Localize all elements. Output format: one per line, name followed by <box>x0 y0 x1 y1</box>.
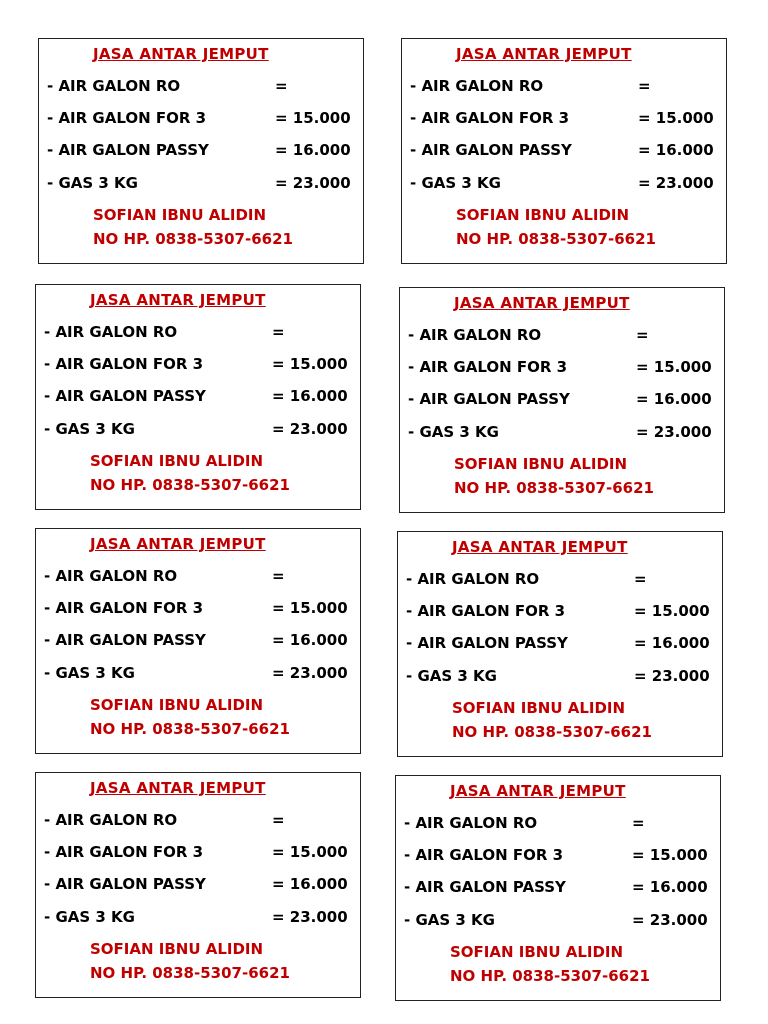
price-card-8 <box>395 775 721 1001</box>
item-name: - AIR GALON PASSY <box>47 141 209 159</box>
item-price: = <box>638 77 651 95</box>
item-name: - GAS 3 KG <box>406 667 497 685</box>
card-title: JASA ANTAR JEMPUT <box>93 45 269 63</box>
contact-name: SOFIAN IBNU ALIDIN <box>454 455 628 473</box>
item-price: = <box>272 811 285 829</box>
contact-phone: NO HP. 0838-5307-6621 <box>452 723 652 741</box>
item-name: - AIR GALON RO <box>47 77 181 95</box>
item-price: = <box>272 567 285 585</box>
item-name: - GAS 3 KG <box>408 423 499 441</box>
contact-phone: NO HP. 0838-5307-6621 <box>450 967 650 985</box>
contact-name: SOFIAN IBNU ALIDIN <box>90 452 264 470</box>
item-price: = <box>636 326 649 344</box>
item-price: = 16.000 <box>272 387 348 405</box>
card-title: JASA ANTAR JEMPUT <box>90 779 266 797</box>
contact-name: SOFIAN IBNU ALIDIN <box>456 206 630 224</box>
item-name: - AIR GALON FOR 3 <box>44 355 204 373</box>
item-price: = 16.000 <box>634 634 710 652</box>
item-name: - AIR GALON FOR 3 <box>47 109 207 127</box>
item-price: = 15.000 <box>272 355 348 373</box>
item-name: - AIR GALON RO <box>44 811 178 829</box>
item-price: = 15.000 <box>275 109 351 127</box>
item-name: - AIR GALON PASSY <box>44 631 206 649</box>
contact-name: SOFIAN IBNU ALIDIN <box>452 699 626 717</box>
item-price: = 23.000 <box>632 911 708 929</box>
item-name: - AIR GALON RO <box>406 570 540 588</box>
card-title: JASA ANTAR JEMPUT <box>90 535 266 553</box>
item-name: - GAS 3 KG <box>44 420 135 438</box>
item-price: = 16.000 <box>638 141 714 159</box>
item-name: - AIR GALON RO <box>410 77 544 95</box>
contact-phone: NO HP. 0838-5307-6621 <box>90 476 290 494</box>
item-price: = 15.000 <box>634 602 710 620</box>
price-card-5 <box>35 528 361 754</box>
item-price: = 15.000 <box>636 358 712 376</box>
contact-name: SOFIAN IBNU ALIDIN <box>93 206 267 224</box>
card-title: JASA ANTAR JEMPUT <box>452 538 628 556</box>
item-name: - AIR GALON RO <box>44 567 178 585</box>
item-price: = 16.000 <box>272 631 348 649</box>
item-price: = 23.000 <box>636 423 712 441</box>
item-name: - AIR GALON PASSY <box>404 878 566 896</box>
contact-name: SOFIAN IBNU ALIDIN <box>450 943 624 961</box>
contact-phone: NO HP. 0838-5307-6621 <box>90 964 290 982</box>
item-price: = 16.000 <box>272 875 348 893</box>
item-price: = 23.000 <box>638 174 714 192</box>
item-name: - AIR GALON PASSY <box>406 634 568 652</box>
contact-phone: NO HP. 0838-5307-6621 <box>454 479 654 497</box>
item-name: - AIR GALON PASSY <box>44 387 206 405</box>
item-price: = 16.000 <box>632 878 708 896</box>
item-price: = <box>275 77 288 95</box>
price-card-1 <box>38 38 364 264</box>
item-name: - GAS 3 KG <box>44 664 135 682</box>
contact-name: SOFIAN IBNU ALIDIN <box>90 696 264 714</box>
item-name: - AIR GALON FOR 3 <box>410 109 570 127</box>
price-card-2 <box>401 38 727 264</box>
item-name: - GAS 3 KG <box>47 174 138 192</box>
card-title: JASA ANTAR JEMPUT <box>90 291 266 309</box>
item-price: = 15.000 <box>632 846 708 864</box>
item-name: - AIR GALON PASSY <box>410 141 572 159</box>
item-name: - AIR GALON FOR 3 <box>44 599 204 617</box>
item-name: - AIR GALON PASSY <box>44 875 206 893</box>
item-price: = 15.000 <box>272 599 348 617</box>
item-name: - GAS 3 KG <box>44 908 135 926</box>
item-name: - AIR GALON RO <box>44 323 178 341</box>
item-name: - AIR GALON RO <box>404 814 538 832</box>
item-price: = <box>632 814 645 832</box>
contact-phone: NO HP. 0838-5307-6621 <box>456 230 656 248</box>
item-price: = 23.000 <box>634 667 710 685</box>
item-name: - GAS 3 KG <box>410 174 501 192</box>
contact-name: SOFIAN IBNU ALIDIN <box>90 940 264 958</box>
item-name: - GAS 3 KG <box>404 911 495 929</box>
item-name: - AIR GALON RO <box>408 326 542 344</box>
item-name: - AIR GALON FOR 3 <box>404 846 564 864</box>
item-name: - AIR GALON FOR 3 <box>44 843 204 861</box>
price-card-3 <box>35 284 361 510</box>
item-name: - AIR GALON FOR 3 <box>408 358 568 376</box>
item-price: = 23.000 <box>272 908 348 926</box>
item-name: - AIR GALON PASSY <box>408 390 570 408</box>
item-price: = <box>634 570 647 588</box>
item-price: = <box>272 323 285 341</box>
price-card-6 <box>397 531 723 757</box>
price-card-7 <box>35 772 361 998</box>
card-title: JASA ANTAR JEMPUT <box>454 294 630 312</box>
price-card-4 <box>399 287 725 513</box>
item-price: = 15.000 <box>638 109 714 127</box>
item-price: = 16.000 <box>275 141 351 159</box>
card-title: JASA ANTAR JEMPUT <box>450 782 626 800</box>
item-price: = 23.000 <box>275 174 351 192</box>
item-name: - AIR GALON FOR 3 <box>406 602 566 620</box>
item-price: = 15.000 <box>272 843 348 861</box>
item-price: = 16.000 <box>636 390 712 408</box>
item-price: = 23.000 <box>272 664 348 682</box>
item-price: = 23.000 <box>272 420 348 438</box>
contact-phone: NO HP. 0838-5307-6621 <box>93 230 293 248</box>
card-title: JASA ANTAR JEMPUT <box>456 45 632 63</box>
contact-phone: NO HP. 0838-5307-6621 <box>90 720 290 738</box>
